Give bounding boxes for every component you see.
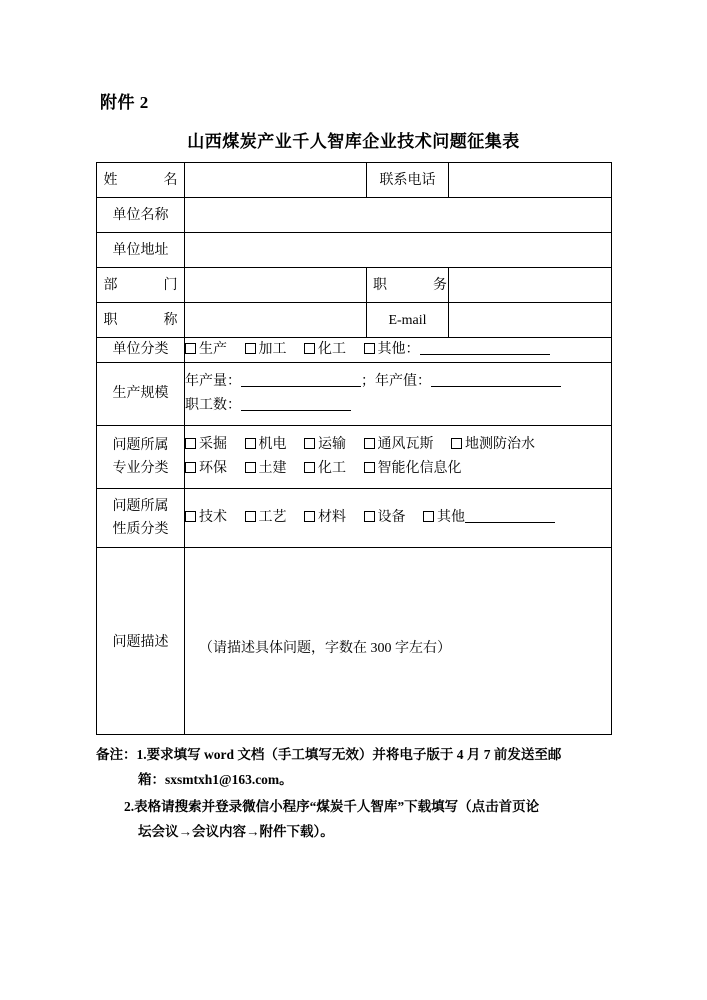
problem-major-options [185, 425, 612, 488]
table-row [97, 488, 612, 547]
table-row [97, 362, 612, 425]
checkbox-icon [185, 343, 196, 354]
checkbox-icon [304, 438, 315, 449]
checkbox-unit-category-processing[interactable]: 加工 [245, 338, 287, 362]
label-problem-nature: 问题所属 性质分类 [97, 488, 185, 547]
checkbox-icon [364, 511, 375, 522]
label-unit-address: 单位地址 [97, 233, 185, 268]
checkbox-icon [304, 343, 315, 354]
unit-category-options [185, 338, 612, 363]
attachment-label: 附件 2 [100, 93, 149, 112]
checkbox-icon [364, 343, 375, 354]
input-unit-name[interactable] [185, 198, 612, 233]
label-name: 姓 名 [97, 163, 185, 198]
technical-problem-collection-form [96, 162, 612, 735]
input-problem-description[interactable] [185, 547, 612, 734]
table-row [97, 163, 612, 198]
input-annual-value[interactable] [431, 372, 561, 387]
problem-description-hint: （请描述具体问题，字数在 300 字左右） [199, 640, 451, 656]
checkbox-major-geological-water[interactable]: 地测防治水 [451, 433, 535, 457]
table-row [97, 198, 612, 233]
input-annual-output[interactable] [241, 372, 361, 387]
production-scale-line-2: 职工数： [185, 394, 611, 418]
label-department: 部 门 [97, 268, 185, 303]
remark-line-2: 2.表格请搜索并登录微信小程序“煤炭千人智库”下载填写（点击首页论 [124, 798, 540, 814]
checkbox-icon [245, 462, 256, 473]
checkbox-nature-technology[interactable]: 技术 [185, 506, 227, 530]
input-position[interactable] [449, 268, 612, 303]
checkbox-major-ventilation-gas[interactable]: 通风瓦斯 [364, 433, 434, 457]
remarks-section [96, 743, 611, 845]
input-unit-address[interactable] [185, 233, 612, 268]
input-department[interactable] [185, 268, 367, 303]
checkbox-major-electromechanical[interactable]: 机电 [245, 433, 287, 457]
checkbox-major-transport[interactable]: 运输 [304, 433, 346, 457]
label-email: E-mail [367, 303, 449, 338]
input-nature-other[interactable] [465, 508, 555, 523]
input-employee-count[interactable] [241, 396, 351, 411]
checkbox-major-mining[interactable]: 采掘 [185, 433, 227, 457]
input-name[interactable] [185, 163, 367, 198]
label-problem-major: 问题所属 专业分类 [97, 425, 185, 488]
page-title: 山西煤炭产业千人智库企业技术问题征集表 [187, 132, 520, 151]
checkbox-icon [451, 438, 462, 449]
input-title[interactable] [185, 303, 367, 338]
checkbox-unit-category-other[interactable]: 其他： [364, 338, 550, 362]
label-title: 职 称 [97, 303, 185, 338]
checkbox-icon [185, 462, 196, 473]
checkbox-icon [185, 438, 196, 449]
remark-line-1-continued: 箱：sxsmtxh1@163.com。 [138, 771, 293, 787]
checkbox-icon [423, 511, 434, 522]
label-problem-description: 问题描述 [97, 547, 185, 734]
checkbox-nature-other[interactable]: 其他 [423, 506, 555, 530]
label-position: 职 务 [367, 268, 449, 303]
table-row [97, 425, 612, 488]
checkbox-major-chemical[interactable]: 化工 [304, 457, 346, 481]
input-email[interactable] [449, 303, 612, 338]
remark-line-2-continued: 坛会议→会议内容→附件下载）。 [138, 823, 334, 839]
input-phone[interactable] [449, 163, 612, 198]
table-row [97, 547, 612, 734]
label-unit-name: 单位名称 [97, 198, 185, 233]
checkbox-unit-category-production[interactable]: 生产 [185, 338, 227, 362]
table-row [97, 303, 612, 338]
checkbox-major-intelligent-info[interactable]: 智能化信息化 [364, 457, 462, 481]
label-production-scale: 生产规模 [97, 362, 185, 425]
table-row [97, 268, 612, 303]
table-row [97, 338, 612, 363]
problem-nature-line-1 [185, 506, 611, 530]
checkbox-icon [304, 511, 315, 522]
checkbox-nature-process[interactable]: 工艺 [245, 506, 287, 530]
checkbox-icon [245, 343, 256, 354]
problem-major-line-2 [185, 457, 611, 481]
problem-major-line-1 [185, 433, 611, 457]
remark-line-1: 备注：1.要求填写 word 文档（手工填写无效）并将电子版于 4 月 7 前发送至邮 [96, 746, 562, 762]
production-scale-line-1: 年产量： ；年产值： [185, 370, 611, 394]
checkbox-unit-category-chemical[interactable]: 化工 [304, 338, 346, 362]
checkbox-major-civil[interactable]: 土建 [245, 457, 287, 481]
checkbox-icon [304, 462, 315, 473]
problem-nature-options [185, 488, 612, 547]
label-unit-category: 单位分类 [97, 338, 185, 363]
checkbox-icon [245, 438, 256, 449]
checkbox-icon [185, 511, 196, 522]
checkbox-icon [245, 511, 256, 522]
checkbox-icon [364, 438, 375, 449]
checkbox-major-environment[interactable]: 环保 [185, 457, 227, 481]
input-unit-category-other[interactable] [420, 340, 550, 355]
table-row [97, 233, 612, 268]
checkbox-nature-equipment[interactable]: 设备 [364, 506, 406, 530]
checkbox-nature-material[interactable]: 材料 [304, 506, 346, 530]
checkbox-icon [364, 462, 375, 473]
label-phone: 联系电话 [367, 163, 449, 198]
production-scale-fields [185, 362, 612, 425]
